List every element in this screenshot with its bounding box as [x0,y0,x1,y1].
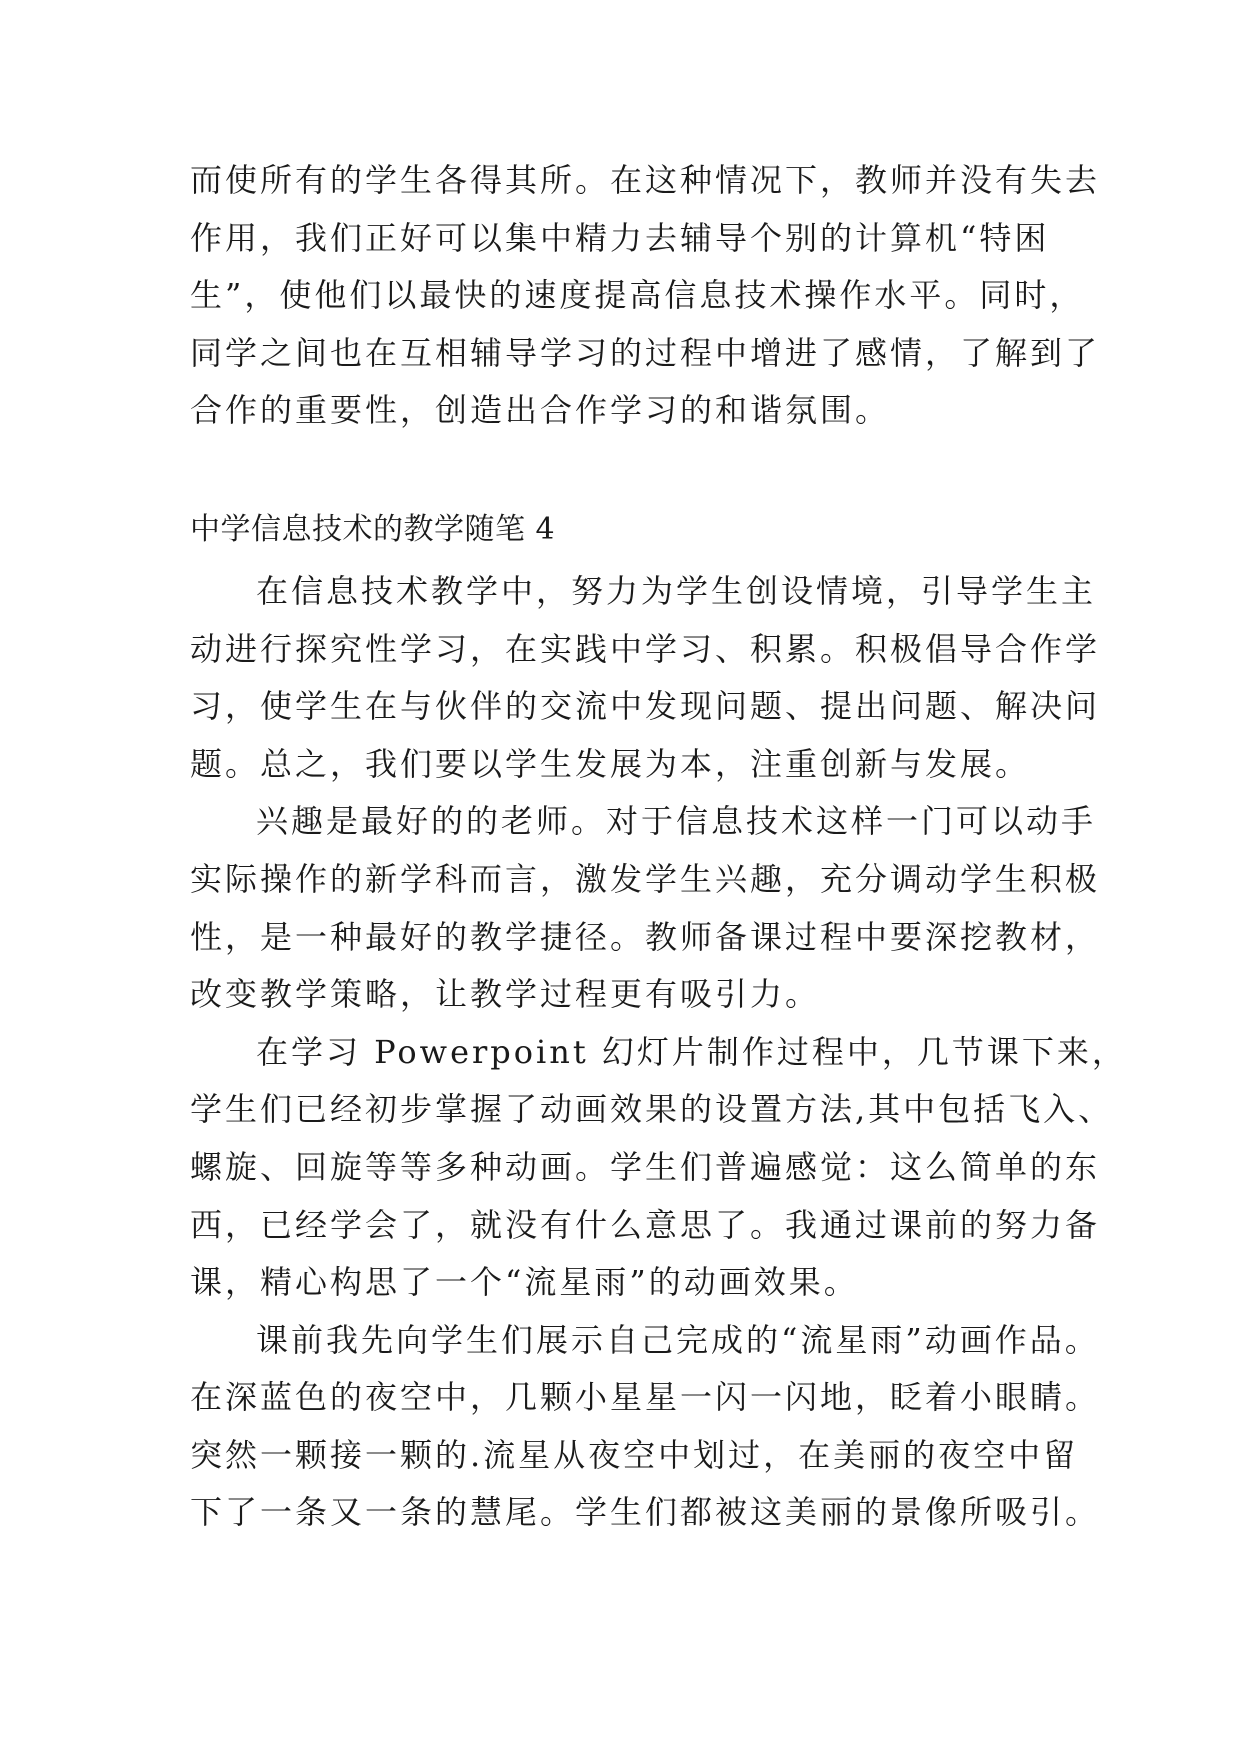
paragraph-3 [190,1024,1127,1312]
text-line: 螺旋、回旋等等多种动画。学生们普遍感觉：这么简单的东 [190,1147,1101,1186]
text-line: 性，是一种最好的教学捷径。教师备课过程中要深挖教材， [190,917,1101,956]
text-line: 下了一条又一条的慧尾。学生们都被这美丽的景像所吸引。 [190,1493,1101,1532]
text-line: 在深蓝色的夜空中，几颗小星星一闪一闪地，眨着小眼睛。 [190,1378,1101,1417]
text-line: 改变教学策略，让教学过程更有吸引力。 [190,975,821,1014]
document-page [190,152,1127,1542]
text-line: 突然一颗接一颗的.流星从夜空中划过，在美丽的夜空中留 [190,1435,1079,1474]
text-line: 兴趣是最好的的老师。对于信息技术这样一门可以动手 [256,802,1097,841]
paragraph-4 [190,1312,1101,1542]
text-line: 西，已经学会了，就没有什么意思了。我通过课前的努力备 [190,1205,1101,1244]
text-line: 生”，使他们以最快的速度提高信息技术操作水平。同时， [190,276,1085,315]
paragraph-1 [190,563,1101,793]
text-line: 动进行探究性学习，在实践中学习、积累。积极倡导合作学 [190,629,1101,668]
text-line: 在信息技术教学中，努力为学生创设情境，引导学生主 [256,571,1097,610]
text-line: 合作的重要性，创造出合作学习的和谐氛围。 [190,391,891,430]
text-line: 习，使学生在与伙伴的交流中发现问题、提出问题、解决问 [190,687,1101,726]
text-line: 学生们已经初步掌握了动画效果的设置方法,其中包括飞入、 [190,1090,1114,1129]
text-line: 在学习 Powerpoint 幻灯片制作过程中，几节课下来， [256,1032,1127,1071]
text-line: 作用，我们正好可以集中精力去辅导个别的计算机“特困 [190,218,1050,257]
paragraph-2 [190,793,1101,1023]
continuation-paragraph [190,152,1101,440]
section-gap [190,440,1080,497]
text-line: 实际操作的新学科而言，激发学生兴趣，充分调动学生积极 [190,859,1101,898]
text-line: 同学之间也在互相辅导学习的过程中增进了感情，了解到了 [190,333,1101,372]
text-line: 课，精心构思了一个“流星雨”的动画效果。 [190,1263,859,1302]
text-line: 题。总之，我们要以学生发展为本，注重创新与发展。 [190,744,1031,783]
text-line: 而使所有的学生各得其所。在这种情况下，教师并没有失去 [190,161,1101,199]
text-line: 课前我先向学生们展示自己完成的“流星雨”动画作品。 [256,1320,1100,1359]
section-title: 中学信息技术的教学随笔 4 [190,511,556,547]
